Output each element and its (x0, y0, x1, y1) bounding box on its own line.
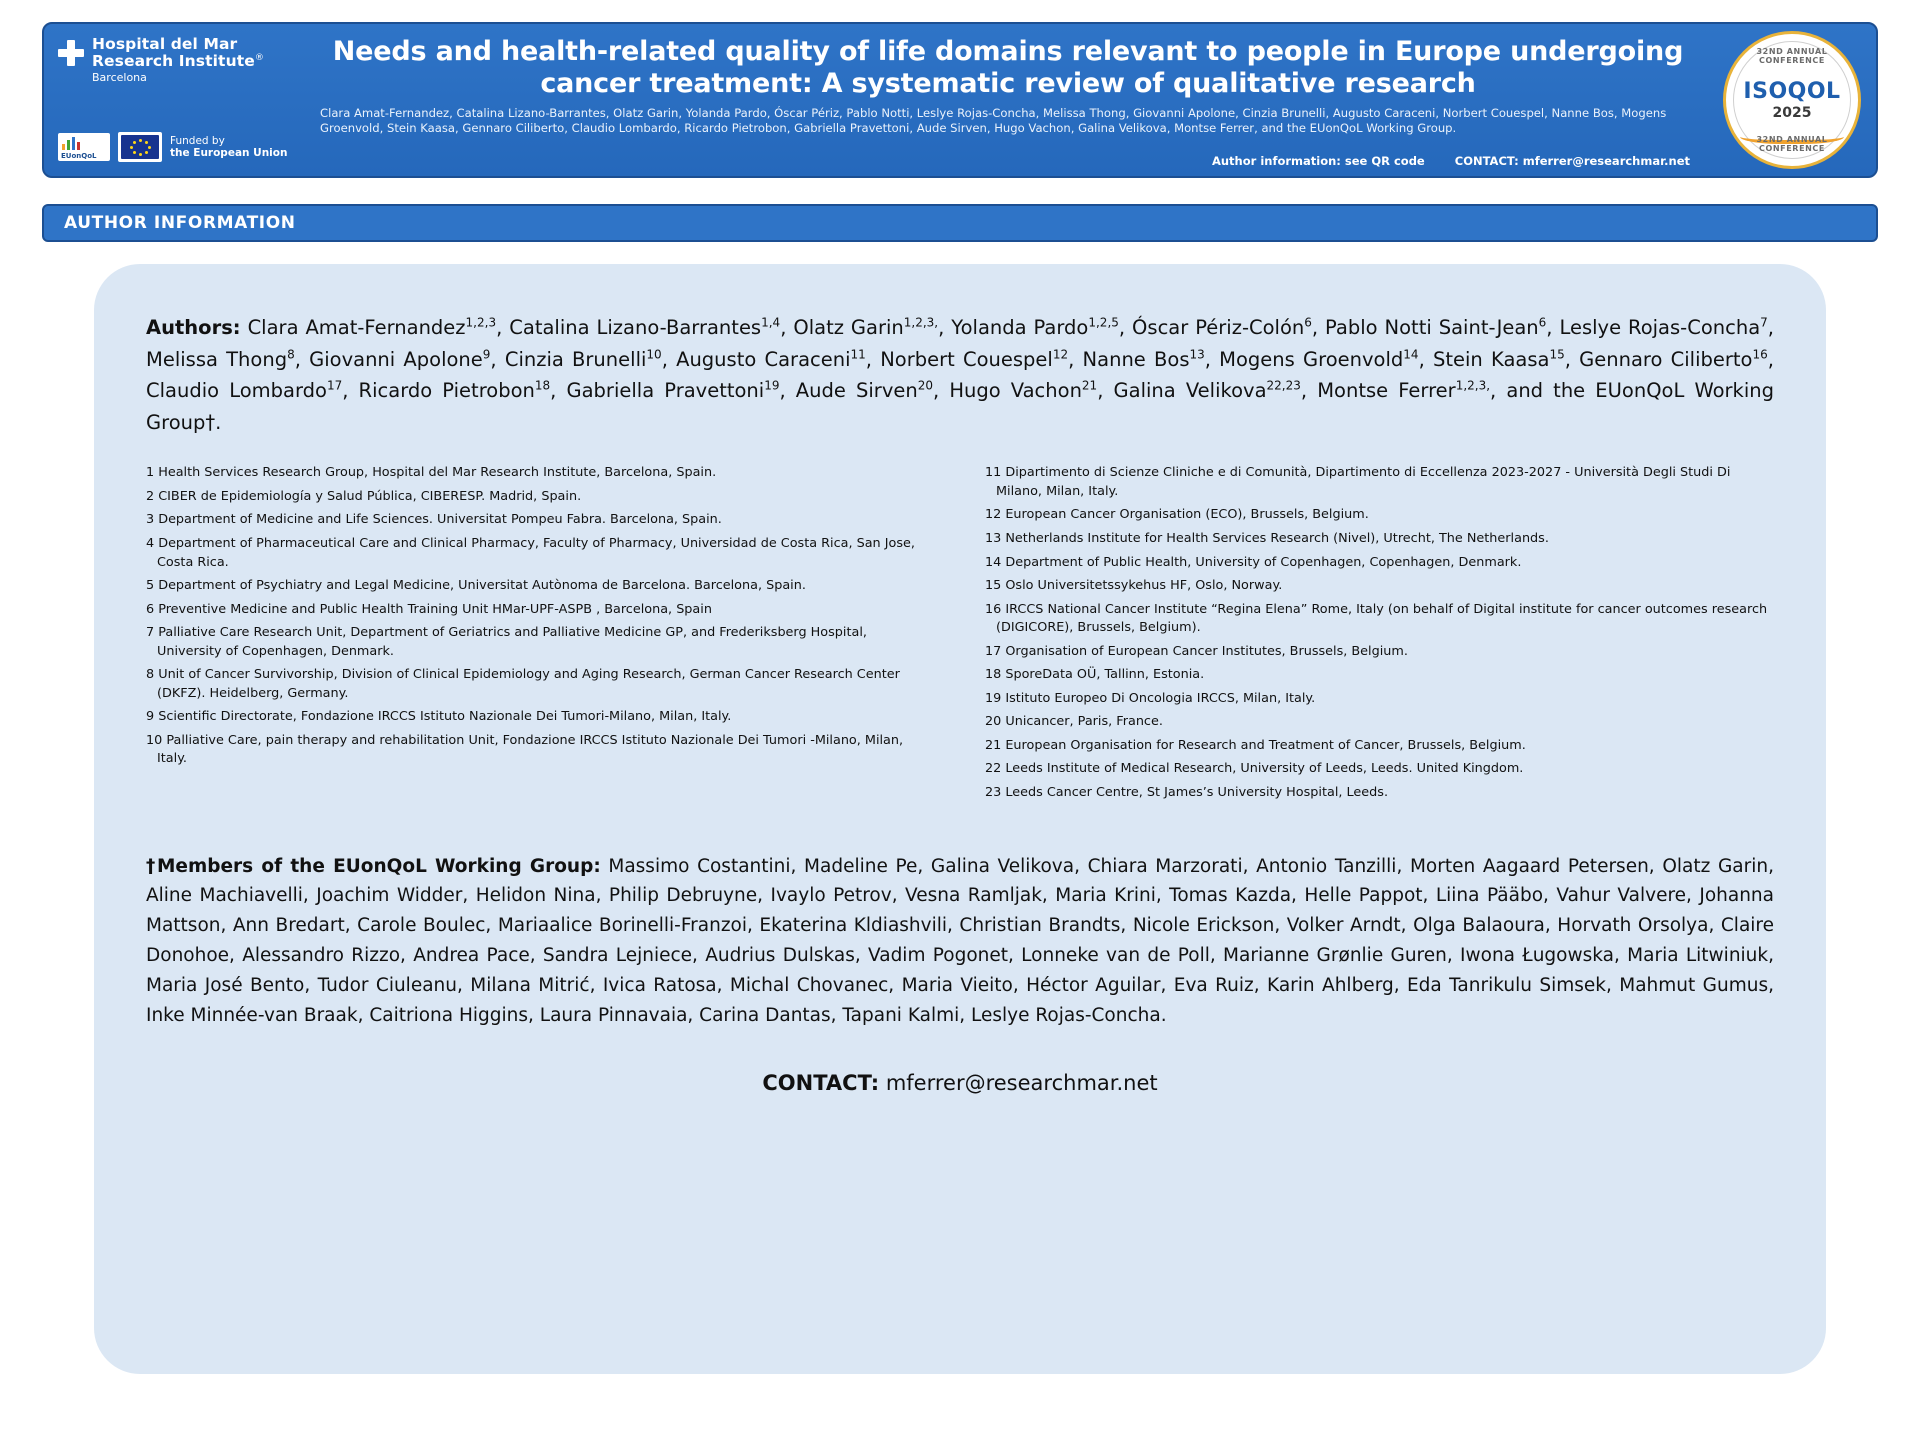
eu-flag-icon (118, 132, 162, 162)
affiliation-item: 15 Oslo Universitetssykehus HF, Oslo, Norway. (985, 578, 1283, 594)
header-contact-note: CONTACT: mferrer@researchmar.net (1454, 154, 1690, 168)
affiliations-columns (146, 464, 1774, 807)
affiliation-item: 17 Organisation of European Cancer Institutes, Brussels, Belgium. (985, 643, 1408, 659)
institution-line3: Barcelona (92, 70, 147, 84)
institution-line1: Hospital del Mar (92, 35, 238, 53)
seal-arc-bottom: 32ND ANNUAL CONFERENCE (1756, 135, 1828, 153)
affiliation-item: 22 Leeds Institute of Medical Research, University of Leeds, Leeds. United Kingdom. (985, 761, 1524, 777)
author-info-note: Author information: see QR code (1211, 154, 1425, 168)
seal-arc-top: 32ND ANNUAL CONFERENCE (1756, 47, 1828, 65)
affiliation-item: 9 Scientific Directorate, Fondazione IRCCS Istituto Nazionale Dei Tumori-Milano, Milan, Italy. (146, 709, 732, 725)
euonqol-logo-icon (58, 133, 110, 161)
institution-line2: Research Institute (92, 52, 255, 71)
affiliation-item: 18 SporeData OÜ, Tallinn, Estonia. (985, 667, 1205, 683)
conference-seal-block (1708, 24, 1876, 176)
title-block (314, 24, 1708, 176)
affiliation-item: 16 IRCCS National Cancer Institute “Regina Elena” Rome, Italy (on behalf of Digital institute for cancer outcomes research (DIGICORE), Brussels, Belgium). (985, 601, 1768, 636)
affiliations-column-left (146, 464, 935, 807)
funding-line1: Funded by (170, 134, 225, 147)
authors-paragraph: Authors: Clara Amat-Fernandez$^{1,2,3}$, Catalina Lizano-Barrantes$^{1,4}$, Olatz Garin$^{1,2,3,}$, Yolanda Pardo$^{1,2,5}$, Óscar Périz-Colón$^6$, Pablo Notti Saint-Jean$^6$, Leslye Rojas-Concha$^7$, Melissa Thong$^8$, Giovanni Apolone$^9$, Cinzia Brunelli$^{10}$, Augusto Caraceni$^{11}$, Norbert Couespel$^{12}$, Nanne Bos$^{13}$, Mogens Groenvold$^{14}$, Stein Kaasa$^{15}$, Gennaro Ciliberto$^{16}$, Claudio Lombardo$^{17}$, Ricardo Pietrobon$^{18}$, Gabriella Pravettoni$^{19}$, Aude Sirven$^{20}$, Hugo Vachon$^{21}$, Galina Velikova$^{22,23}$, Montse Ferrer$^{1,2,3,}$, and the EUonQoL Working Group†. (146, 315, 1774, 434)
author-information-card (94, 264, 1826, 1374)
affiliation-item: 14 Department of Public Health, University of Copenhagen, Copenhagen, Denmark. (985, 554, 1522, 570)
header-author-list: Clara Amat-Fernandez, Catalina Lizano-Barrantes, Olatz Garin, Yolanda Pardo, Óscar Périz, Pablo Notti, Leslye Rojas-Concha, Melissa Thong, Giovanni Apolone, Cinzia Brunelli, Augusto Caraceni, Norbert Couespel, Nanne Bos, Mogens Groenvold, Stein Kaasa, Gennaro Ciliberto, Claudio Lombardo, Ricardo Pietrobon, Gabriella Pravettoni, Aude Sirven, Hugo Vachon, Galina Velikova, Montse Ferrer, and the EUonQoL Working Group. (320, 105, 1667, 135)
affiliation-item: 5 Department of Psychiatry and Legal Medicine, Universitat Autònoma de Barcelona. Barcelona, Spain. (146, 578, 806, 594)
affiliation-item: 7 Palliative Care Research Unit, Department of Geriatrics and Palliative Medicine GP, and Frederiksberg Hospital, University of Copenhagen, Denmark. (146, 625, 867, 659)
affiliation-item: 8 Unit of Cancer Survivorship, Division of Clinical Epidemiology and Aging Research, German Cancer Research Center (DKFZ). Heidelberg, Germany. (146, 667, 900, 701)
contact-block (146, 1071, 1774, 1095)
euonqol-logo-label: EUonQoL (61, 152, 97, 160)
affiliation-item: 23 Leeds Cancer Centre, St James’s University Hospital, Leeds. (985, 784, 1389, 800)
isoqol-seal-icon (1723, 31, 1861, 169)
working-group-label: †Members of the EUonQoL Working Group: (146, 855, 601, 877)
contact-label: CONTACT: (762, 1071, 880, 1096)
affiliation-item: 19 Istituto Europeo Di Oncologia IRCCS, Milan, Italy. (985, 690, 1316, 706)
affiliation-item: 13 Netherlands Institute for Health Services Research (Nivel), Utrecht, The Netherlands. (985, 530, 1549, 546)
affiliation-item: 6 Preventive Medicine and Public Health Training Unit HMar-UPF-ASPB , Barcelona, Spain (146, 601, 712, 617)
section-title: AUTHOR INFORMATION (64, 213, 296, 233)
affiliation-item: 1 Health Services Research Group, Hospital del Mar Research Institute, Barcelona, Spain. (146, 465, 717, 481)
medical-cross-icon (58, 40, 84, 66)
hospital-del-mar-logo (58, 36, 304, 84)
affiliation-item: 4 Department of Pharmaceutical Care and Clinical Pharmacy, Faculty of Pharmacy, Universidad de Costa Rica, San Jose, Costa Rica. (146, 535, 915, 570)
affiliation-item: 3 Department of Medicine and Life Sciences. Universitat Pompeu Fabra. Barcelona, Spain. (146, 512, 722, 528)
institution-registered-mark: ® (254, 53, 264, 64)
affiliation-item: 20 Unicancer, Paris, France. (985, 714, 1163, 730)
institution-block (44, 24, 314, 176)
contact-email: mferrer@researchmar.net (879, 1071, 1158, 1096)
affiliation-item: 12 European Cancer Organisation (ECO), Brussels, Belgium. (985, 507, 1369, 523)
poster-title: Needs and health-related quality of life domains relevant to people in Europe undergoing cancer treatment: A systematic review of qualitative research (332, 36, 1684, 99)
funding-line2: the European Union (170, 147, 288, 159)
affiliation-item: 10 Palliative Care, pain therapy and rehabilitation Unit, Fondazione IRCCS Istituto Nazionale Dei Tumori -Milano, Milan, Italy. (146, 732, 904, 767)
seal-year: 2025 (1772, 105, 1812, 121)
working-group-members: Massimo Costantini, Madeline Pe, Galina Velikova, Chiara Marzorati, Antonio Tanzilli, Morten Aagaard Petersen, Olatz Garin, Aline Machiavelli, Joachim Widder, Helidon Nina, Philip Debruyne, Ivaylo Petrov, Vesna Ramljak, Maria Krini, Tomas Kazda, Helle Pappot, Liina Pääbo, Vahur Valvere, Johanna Mattson, Ann Bredart, Carole Boulec, Mariaalice Borinelli-Franzoi, Ekaterina Kldiashvili, Christian Brandts, Nicole Erickson, Volker Arndt, Olga Balaoura, Horvath Orsolya, Claire Donohoe, Alessandro Rizzo, Andrea Pace, Sandra Lejniece, Audrius Dulskas, Vadim Pogonet, Lonneke van de Poll, Marianne Grønlie Guren, Iwona Ługowska, Maria Litwiniuk, Maria José Bento, Tudor Ciuleanu, Milana Mitrić, Ivica Ratosa, Michal Chovanec, Maria Vieito, Héctor Aguilar, Eva Ruiz, Karin Ahlberg, Eda Tanrikulu Simsek, Mahmut Gumus, Inke Minnée-van Braak, Caitriona Higgins, Laura Pinnavaia, Carina Dantas, Tapani Kalmi, Leslye Rojas-Concha. (146, 855, 1774, 1027)
affiliations-column-right (985, 464, 1774, 807)
affiliation-item: 21 European Organisation for Research and Treatment of Cancer, Brussels, Belgium. (985, 737, 1526, 753)
affiliation-item: 2 CIBER de Epidemiología y Salud Pública, CIBERESP. Madrid, Spain. (146, 488, 582, 504)
section-header-author-information (42, 204, 1878, 242)
affiliation-item: 11 Dipartimento di Scienze Cliniche e di Comunità, Dipartimento di Eccellenza 2023-2027 - Università Degli Studi Di Milano, Milan, Italy. (985, 465, 1731, 499)
seal-name: ISOQOL (1743, 79, 1841, 104)
working-group-paragraph (146, 852, 1774, 1032)
funding-block (58, 132, 304, 162)
poster-header-banner (42, 22, 1878, 178)
